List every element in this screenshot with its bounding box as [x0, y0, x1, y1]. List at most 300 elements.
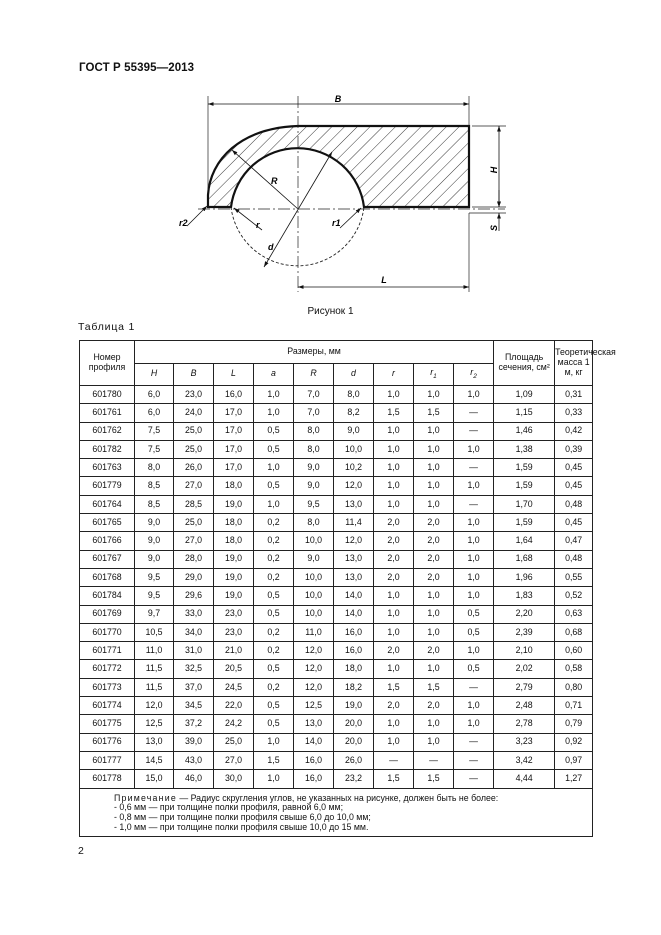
table-cell: 2,0 — [414, 550, 454, 568]
table-cell: 0,80 — [555, 678, 593, 696]
table-cell: 8,0 — [294, 422, 334, 440]
table-cell: 9,0 — [334, 422, 374, 440]
table-cell: 18,0 — [214, 532, 254, 550]
section-shape — [208, 126, 469, 207]
table-cell: 0,58 — [555, 660, 593, 678]
table-cell: 1,0 — [374, 715, 414, 733]
table-cell: 9,0 — [135, 550, 174, 568]
note-text: — Радиус скругления углов, не указанных на рисунке, должен быть не более: — [176, 792, 499, 803]
table-cell: 29,6 — [174, 587, 214, 605]
table-row — [80, 422, 593, 440]
table-cell: 1,5 — [374, 404, 414, 422]
label-r: r — [256, 220, 260, 230]
table-cell: 11,0 — [135, 642, 174, 660]
table-cell: 2,0 — [374, 642, 414, 660]
table-cell: 0,48 — [555, 550, 593, 568]
table-cell: 0,48 — [555, 495, 593, 513]
table-note — [80, 788, 593, 837]
table-cell: 8,0 — [294, 440, 334, 458]
table-cell: 1,0 — [414, 477, 454, 495]
table-cell: 0,97 — [555, 751, 593, 769]
table-cell: 19,0 — [334, 697, 374, 715]
table-row — [80, 642, 593, 660]
table-cell: 0,45 — [555, 514, 593, 532]
table-row — [80, 587, 593, 605]
table-cell: 0,5 — [254, 715, 294, 733]
label-r1: r1 — [332, 218, 341, 228]
table-cell: 10,0 — [294, 568, 334, 586]
table-row — [80, 623, 593, 641]
table-cell: 1,0 — [454, 697, 494, 715]
note-line: - 0,6 мм — при толщине полки профиля, равной 6,0 мм; — [114, 802, 344, 813]
table-cell: 11,5 — [135, 660, 174, 678]
table-row — [80, 532, 593, 550]
table-cell: — — [454, 422, 494, 440]
table-cell: 10,5 — [135, 623, 174, 641]
table-cell: 10,0 — [294, 587, 334, 605]
table-cell: 1,15 — [494, 404, 555, 422]
table-cell: 1,5 — [414, 770, 454, 788]
table-cell: 2,02 — [494, 660, 555, 678]
profile-number-cell: 601773 — [80, 678, 135, 696]
table-cell: 0,60 — [555, 642, 593, 660]
table-cell: 0,2 — [254, 514, 294, 532]
table-cell: 1,0 — [414, 623, 454, 641]
header-H: H — [135, 363, 174, 386]
table-cell: 0,2 — [254, 550, 294, 568]
table-cell: 2,0 — [414, 514, 454, 532]
table-cell: 27,0 — [174, 532, 214, 550]
table-cell: 25,0 — [174, 440, 214, 458]
table-cell: 0,63 — [555, 605, 593, 623]
table-cell: 2,0 — [374, 514, 414, 532]
table-cell: 1,0 — [414, 733, 454, 751]
table-cell: — — [454, 459, 494, 477]
table-cell: 1,5 — [374, 678, 414, 696]
table-cell: 1,0 — [454, 568, 494, 586]
table-cell: 29,0 — [174, 568, 214, 586]
label-R: R — [271, 176, 278, 186]
table-cell: 19,0 — [214, 568, 254, 586]
table-cell: 1,0 — [374, 440, 414, 458]
table-cell: 4,44 — [494, 770, 555, 788]
table-cell: 0,5 — [254, 660, 294, 678]
table-cell: — — [454, 678, 494, 696]
profile-number-cell: 601769 — [80, 605, 135, 623]
table-cell: 2,39 — [494, 623, 555, 641]
table-cell: — — [454, 404, 494, 422]
header-L: L — [214, 363, 254, 386]
profile-number-cell: 601770 — [80, 623, 135, 641]
table-row — [80, 660, 593, 678]
table-cell: 21,0 — [214, 642, 254, 660]
table-cell: 1,5 — [414, 678, 454, 696]
table-cell: 24,2 — [214, 715, 254, 733]
table-row — [80, 770, 593, 788]
table-cell: 1,0 — [374, 386, 414, 404]
page-number: 2 — [78, 845, 84, 857]
table-cell: 9,0 — [294, 550, 334, 568]
table-cell: — — [454, 751, 494, 769]
table-cell: 33,0 — [174, 605, 214, 623]
table-cell: 1,0 — [374, 660, 414, 678]
table-cell: 19,0 — [214, 495, 254, 513]
table-cell: 0,92 — [555, 733, 593, 751]
table-cell: 11,0 — [294, 623, 334, 641]
table-cell: 1,70 — [494, 495, 555, 513]
label-r2: r2 — [179, 218, 188, 228]
table-cell: 25,0 — [214, 733, 254, 751]
table-cell: 0,45 — [555, 459, 593, 477]
table-cell: 23,2 — [334, 770, 374, 788]
table-cell: 1,0 — [454, 532, 494, 550]
table-cell: 2,0 — [414, 568, 454, 586]
table-cell: 1,0 — [414, 459, 454, 477]
header-profile-no: Номер профиля — [80, 341, 135, 386]
profile-number-cell: 601771 — [80, 642, 135, 660]
table-cell: 1,0 — [454, 550, 494, 568]
table-cell: 2,0 — [374, 532, 414, 550]
table-cell: 22,0 — [214, 697, 254, 715]
table-cell: 17,0 — [214, 422, 254, 440]
table-cell: 14,0 — [334, 587, 374, 605]
table-cell: 13,0 — [294, 715, 334, 733]
table-cell: 20,5 — [214, 660, 254, 678]
table-row — [80, 751, 593, 769]
table-cell: 28,5 — [174, 495, 214, 513]
table-cell: 26,0 — [334, 751, 374, 769]
table-cell: 31,0 — [174, 642, 214, 660]
header-B: B — [174, 363, 214, 386]
table-row — [80, 568, 593, 586]
table-cell: 14,0 — [334, 605, 374, 623]
table-cell: 1,5 — [254, 751, 294, 769]
note-line: - 0,8 мм — при толщине полки профиля свыше 6,0 до 10,0 мм; — [114, 811, 371, 822]
table-cell: 6,0 — [135, 386, 174, 404]
table-cell: 1,0 — [414, 386, 454, 404]
table-cell: 18,0 — [334, 660, 374, 678]
table-cell: 0,2 — [254, 678, 294, 696]
table-cell: 6,0 — [135, 404, 174, 422]
table-cell: 10,0 — [294, 532, 334, 550]
table-row — [80, 440, 593, 458]
table-cell: 32,5 — [174, 660, 214, 678]
table-cell: 1,0 — [254, 404, 294, 422]
table-row — [80, 477, 593, 495]
table-cell: 9,0 — [294, 477, 334, 495]
header-r: r — [374, 363, 414, 386]
table-cell: 18,0 — [214, 514, 254, 532]
profile-number-cell: 601761 — [80, 404, 135, 422]
table-cell: 15,0 — [135, 770, 174, 788]
profile-number-cell: 601765 — [80, 514, 135, 532]
table-cell: 0,39 — [555, 440, 593, 458]
table-cell: 1,46 — [494, 422, 555, 440]
table-cell: 1,0 — [414, 660, 454, 678]
table-cell: 7,0 — [294, 386, 334, 404]
table-cell: 1,96 — [494, 568, 555, 586]
table-row — [80, 386, 593, 404]
table-row — [80, 605, 593, 623]
table-row — [80, 495, 593, 513]
table-cell: 24,0 — [174, 404, 214, 422]
table-row — [80, 697, 593, 715]
table-cell: 23,0 — [214, 623, 254, 641]
table-cell: 1,5 — [374, 770, 414, 788]
table-cell: 1,0 — [254, 495, 294, 513]
table-cell: 1,0 — [374, 495, 414, 513]
table-cell: 1,0 — [454, 477, 494, 495]
table-cell: 10,0 — [294, 605, 334, 623]
profile-number-cell: 601775 — [80, 715, 135, 733]
table-cell: 0,5 — [254, 422, 294, 440]
table-cell: 1,0 — [254, 770, 294, 788]
table-cell: 2,79 — [494, 678, 555, 696]
table-cell: 16,0 — [334, 642, 374, 660]
table-cell: 1,68 — [494, 550, 555, 568]
table-cell: 37,0 — [174, 678, 214, 696]
table-cell: 27,0 — [214, 751, 254, 769]
profile-number-cell: 601764 — [80, 495, 135, 513]
table-cell: 1,83 — [494, 587, 555, 605]
table-cell: 34,0 — [174, 623, 214, 641]
table-row — [80, 678, 593, 696]
table-cell: 43,0 — [174, 751, 214, 769]
table-cell: 19,0 — [214, 587, 254, 605]
table-cell: 0,45 — [555, 477, 593, 495]
table-cell: 1,0 — [454, 587, 494, 605]
profile-number-cell: 601780 — [80, 386, 135, 404]
profile-number-cell: 601778 — [80, 770, 135, 788]
note-line: - 1,0 мм — при толщине полки профиля свыше 10,0 до 15 мм. — [114, 821, 369, 832]
profile-number-cell: 601762 — [80, 422, 135, 440]
table-cell: 0,33 — [555, 404, 593, 422]
table-cell: 12,0 — [294, 678, 334, 696]
table-cell: 12,0 — [294, 642, 334, 660]
table-cell: 10,0 — [334, 440, 374, 458]
table-cell: 0,5 — [454, 660, 494, 678]
table-cell: 23,0 — [174, 386, 214, 404]
header-area: Площадь сечения, см² — [494, 341, 555, 386]
table-cell: 14,0 — [294, 733, 334, 751]
table-cell: 1,0 — [414, 587, 454, 605]
table-cell: 9,0 — [135, 532, 174, 550]
table-cell: 19,0 — [214, 550, 254, 568]
table-cell: 2,20 — [494, 605, 555, 623]
table-cell: 1,5 — [414, 404, 454, 422]
table-cell: 1,64 — [494, 532, 555, 550]
table-cell: 12,5 — [135, 715, 174, 733]
table-cell: 7,5 — [135, 422, 174, 440]
profile-number-cell: 601784 — [80, 587, 135, 605]
table-cell: 0,2 — [254, 532, 294, 550]
table-cell: 1,0 — [414, 495, 454, 513]
table-cell: 1,38 — [494, 440, 555, 458]
table-cell: 24,5 — [214, 678, 254, 696]
table-cell: 0,47 — [555, 532, 593, 550]
table-cell: 9,5 — [135, 587, 174, 605]
table-caption: Таблица 1 — [78, 321, 136, 333]
table-cell: 1,0 — [374, 459, 414, 477]
table-cell: 16,0 — [294, 751, 334, 769]
table-cell: 0,71 — [555, 697, 593, 715]
table-cell: 1,0 — [414, 422, 454, 440]
table-cell: 2,0 — [414, 532, 454, 550]
profile-number-cell: 601782 — [80, 440, 135, 458]
table-cell: 0,68 — [555, 623, 593, 641]
table-cell: 8,0 — [294, 514, 334, 532]
profile-number-cell: 601779 — [80, 477, 135, 495]
table-cell: 0,2 — [254, 623, 294, 641]
table-cell: 12,0 — [294, 660, 334, 678]
table-row — [80, 404, 593, 422]
table-cell: 1,0 — [374, 422, 414, 440]
table-cell: 0,52 — [555, 587, 593, 605]
table-row — [80, 514, 593, 532]
table-cell: 17,0 — [214, 440, 254, 458]
table-row — [80, 459, 593, 477]
table-cell: 37,2 — [174, 715, 214, 733]
label-H: H — [489, 166, 499, 174]
label-d: d — [268, 242, 274, 252]
table-cell: 0,55 — [555, 568, 593, 586]
table-cell: 0,2 — [254, 568, 294, 586]
table-cell: 17,0 — [214, 404, 254, 422]
table-cell: 20,0 — [334, 715, 374, 733]
table-cell: 0,2 — [254, 642, 294, 660]
header-r1: $r_1$ — [414, 363, 454, 386]
table-cell: 8,0 — [135, 459, 174, 477]
table-cell: 2,10 — [494, 642, 555, 660]
table-cell: 28,0 — [174, 550, 214, 568]
table-cell: 9,5 — [294, 495, 334, 513]
table-cell: 16,0 — [214, 386, 254, 404]
table-cell: 13,0 — [334, 495, 374, 513]
table-cell: 1,0 — [374, 733, 414, 751]
table-cell: 1,09 — [494, 386, 555, 404]
table-cell: 1,0 — [374, 605, 414, 623]
table-cell: 1,0 — [454, 642, 494, 660]
table-cell: 2,78 — [494, 715, 555, 733]
table-cell: 8,5 — [135, 495, 174, 513]
table-cell: 2,0 — [374, 568, 414, 586]
header-R: R — [294, 363, 334, 386]
table-cell: 39,0 — [174, 733, 214, 751]
table-cell: 2,48 — [494, 697, 555, 715]
table-cell: 7,0 — [294, 404, 334, 422]
table-cell: 0,5 — [254, 587, 294, 605]
table-cell: 9,5 — [135, 568, 174, 586]
table-cell: 1,0 — [454, 440, 494, 458]
table-cell: 9,0 — [135, 514, 174, 532]
table-cell: 9,0 — [294, 459, 334, 477]
table-cell: 1,0 — [414, 605, 454, 623]
label-S: S — [489, 224, 499, 232]
table-cell: 1,0 — [414, 440, 454, 458]
table-cell: 27,0 — [174, 477, 214, 495]
profile-number-cell: 601774 — [80, 697, 135, 715]
table-cell: 18,2 — [334, 678, 374, 696]
table-cell: 1,0 — [454, 715, 494, 733]
table-cell: 10,2 — [334, 459, 374, 477]
table-cell: 12,0 — [135, 697, 174, 715]
table-cell: 30,0 — [214, 770, 254, 788]
table-cell: — — [454, 733, 494, 751]
table-cell: 3,42 — [494, 751, 555, 769]
table-cell: 1,0 — [374, 477, 414, 495]
profile-number-cell: 601776 — [80, 733, 135, 751]
table-cell: 7,5 — [135, 440, 174, 458]
table-cell: 9,7 — [135, 605, 174, 623]
table-cell: 23,0 — [214, 605, 254, 623]
table-cell: 26,0 — [174, 459, 214, 477]
table-cell: 16,0 — [294, 770, 334, 788]
table-cell: — — [374, 751, 414, 769]
table-cell: 0,5 — [454, 605, 494, 623]
table-cell: 1,0 — [454, 514, 494, 532]
header-dimensions: Размеры, мм — [135, 341, 494, 364]
table-cell: 2,0 — [374, 697, 414, 715]
table-cell: 12,5 — [294, 697, 334, 715]
table-cell: 1,0 — [254, 386, 294, 404]
table-row — [80, 733, 593, 751]
table-cell: 1,0 — [254, 459, 294, 477]
table-cell: 1,59 — [494, 459, 555, 477]
table-cell: — — [414, 751, 454, 769]
table-cell: 1,0 — [454, 386, 494, 404]
table-cell: 34,5 — [174, 697, 214, 715]
table-cell: 16,0 — [334, 623, 374, 641]
table-cell: 0,5 — [254, 697, 294, 715]
table-cell: 0,5 — [454, 623, 494, 641]
header-r2: $r_2$ — [454, 363, 494, 386]
table-row — [80, 550, 593, 568]
table-cell: — — [454, 495, 494, 513]
table-cell: 1,0 — [374, 587, 414, 605]
table-cell: 1,0 — [374, 623, 414, 641]
table-cell: 0,79 — [555, 715, 593, 733]
table-cell: 12,0 — [334, 532, 374, 550]
table-cell: 2,0 — [414, 697, 454, 715]
table-cell: 0,5 — [254, 605, 294, 623]
profiles-table — [79, 340, 616, 837]
figure-caption: Рисунок 1 — [307, 306, 354, 317]
profile-number-cell: 601777 — [80, 751, 135, 769]
table-cell: — — [454, 770, 494, 788]
table-cell: 13,0 — [334, 568, 374, 586]
table-cell: 14,5 — [135, 751, 174, 769]
table-cell: 0,42 — [555, 422, 593, 440]
table-cell: 0,31 — [555, 386, 593, 404]
standard-title: ГОСТ Р 55395—2013 — [79, 62, 195, 74]
table-cell: 8,2 — [334, 404, 374, 422]
table-cell: 25,0 — [174, 514, 214, 532]
table-cell: 11,4 — [334, 514, 374, 532]
header-mass: Теоретическая масса 1 м, кг — [555, 341, 593, 386]
header-a: a — [254, 363, 294, 386]
profile-number-cell: 601763 — [80, 459, 135, 477]
table-cell: 11,5 — [135, 678, 174, 696]
table-cell: 1,27 — [555, 770, 593, 788]
table-cell: 20,0 — [334, 733, 374, 751]
table-cell: 25,0 — [174, 422, 214, 440]
table-cell: 17,0 — [214, 459, 254, 477]
table-cell: 13,0 — [135, 733, 174, 751]
profile-number-cell: 601768 — [80, 568, 135, 586]
note-head: Примечание — [114, 792, 177, 803]
table-cell: 0,5 — [254, 440, 294, 458]
profile-number-cell: 601767 — [80, 550, 135, 568]
